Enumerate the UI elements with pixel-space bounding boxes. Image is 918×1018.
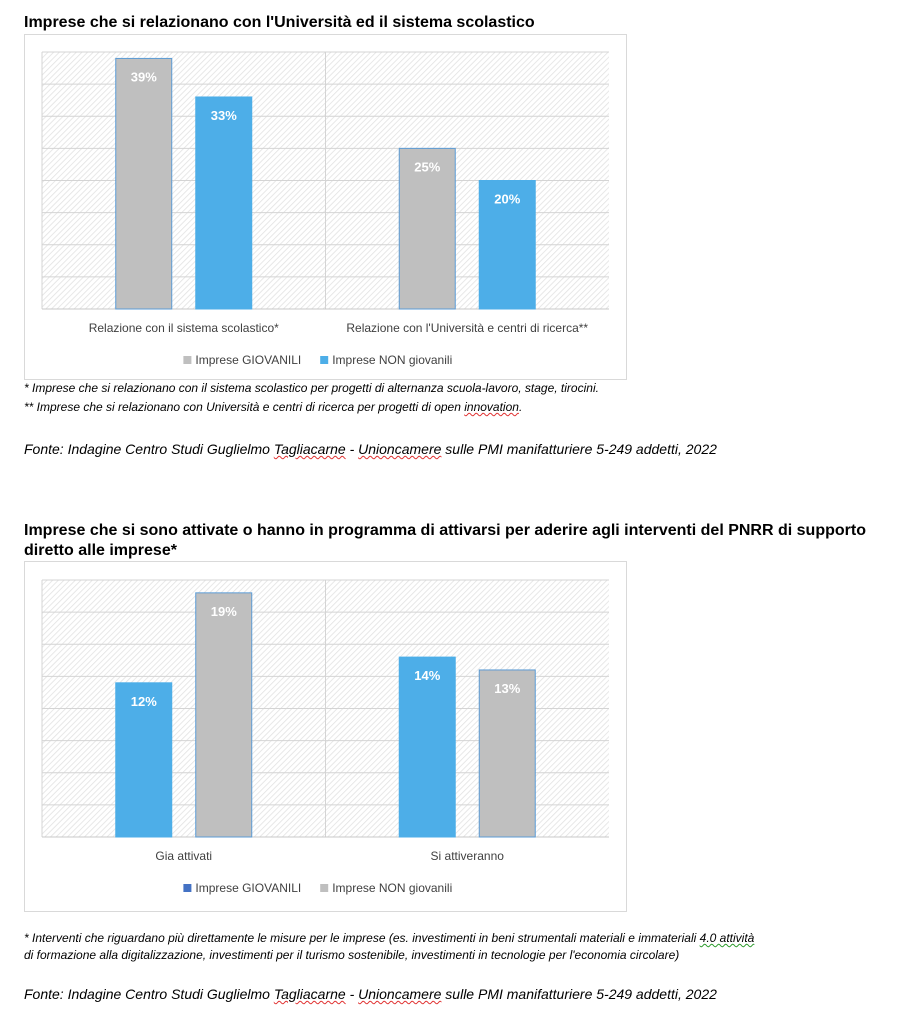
chart1-data-label: 39% — [130, 69, 157, 85]
chart1-legend-swatch — [320, 356, 328, 364]
chart1-category-label: Relazione con il sistema scolastico* — [88, 321, 279, 335]
chart2-legend-label: Imprese GIOVANILI — [195, 881, 302, 895]
spellcheck-word: Unioncamere — [358, 986, 442, 1002]
chart1-footnote-1: * Imprese che si relazionano con il sistema scolastico per progetti di alternanza scuola-lavoro, stage, tirocini. — [24, 381, 599, 395]
chart1-svg — [25, 35, 626, 379]
chart2-title: Imprese che si sono attivate o hanno in programma di attivarsi per aderire agli interventi del PNRR di supporto diretto alle imprese* — [24, 522, 866, 559]
chart2-data-label: 19% — [210, 603, 237, 619]
chart2-category-label: Gia attivati — [155, 849, 213, 863]
chart1-bar — [116, 58, 172, 309]
chart2-legend-label: Imprese NON giovanili — [332, 881, 453, 895]
chart1-frame — [24, 34, 627, 380]
chart2-footnote: * Interventi che riguardano più direttamente le misure per le imprese (es. investimenti in beni strumentali materiali e immateriali 4.0 attività di formazione alla digitalizzazione, investimenti per il turismo sostenibile, investimenti in tecnologie per l'economia circolare) — [24, 931, 755, 962]
chart2-frame — [24, 561, 627, 912]
chart2-legend-swatch — [183, 884, 191, 892]
chart1-legend-swatch — [183, 356, 191, 364]
chart2-source: Fonte: Indagine Centro Studi Guglielmo Tagliacarne - Unioncamere sulle PMI manifatturiere 5-249 addetti, 2022 — [24, 986, 717, 1002]
chart1-data-label: 20% — [494, 191, 521, 207]
spellcheck-word: Unioncamere — [358, 441, 442, 457]
chart1-footnote-2: ** Imprese che si relazionano con Università e centri di ricerca per progetti di open innovation. — [24, 400, 523, 414]
chart2-bar — [196, 593, 252, 837]
chart1-bar — [196, 97, 252, 309]
chart2-category-label: Si attiveranno — [430, 849, 504, 863]
chart2-legend-swatch — [320, 884, 328, 892]
chart1-title: Imprese che si relazionano con l'Università ed il sistema scolastico — [24, 14, 535, 31]
chart1-data-label: 33% — [210, 107, 237, 123]
chart1-legend-label: Imprese GIOVANILI — [195, 353, 302, 367]
spellcheck-word: innovation — [464, 400, 519, 414]
spellcheck-word: Tagliacarne — [273, 986, 346, 1002]
chart1-legend-label: Imprese NON giovanili — [332, 353, 453, 367]
chart2-data-label: 12% — [130, 693, 157, 709]
chart1-data-label: 25% — [414, 159, 441, 175]
spellcheck-word: 4.0 attività — [699, 931, 755, 945]
chart1-source: Fonte: Indagine Centro Studi Guglielmo Tagliacarne - Unioncamere sulle PMI manifatturiere 5-249 addetti, 2022 — [24, 441, 717, 457]
chart1-category-label: Relazione con l'Università e centri di ricerca** — [346, 321, 589, 335]
chart2-svg — [25, 562, 626, 911]
chart2-data-label: 13% — [494, 680, 521, 696]
chart2-data-label: 14% — [414, 668, 441, 684]
chart2-bar — [399, 657, 455, 837]
spellcheck-word: Tagliacarne — [273, 441, 346, 457]
